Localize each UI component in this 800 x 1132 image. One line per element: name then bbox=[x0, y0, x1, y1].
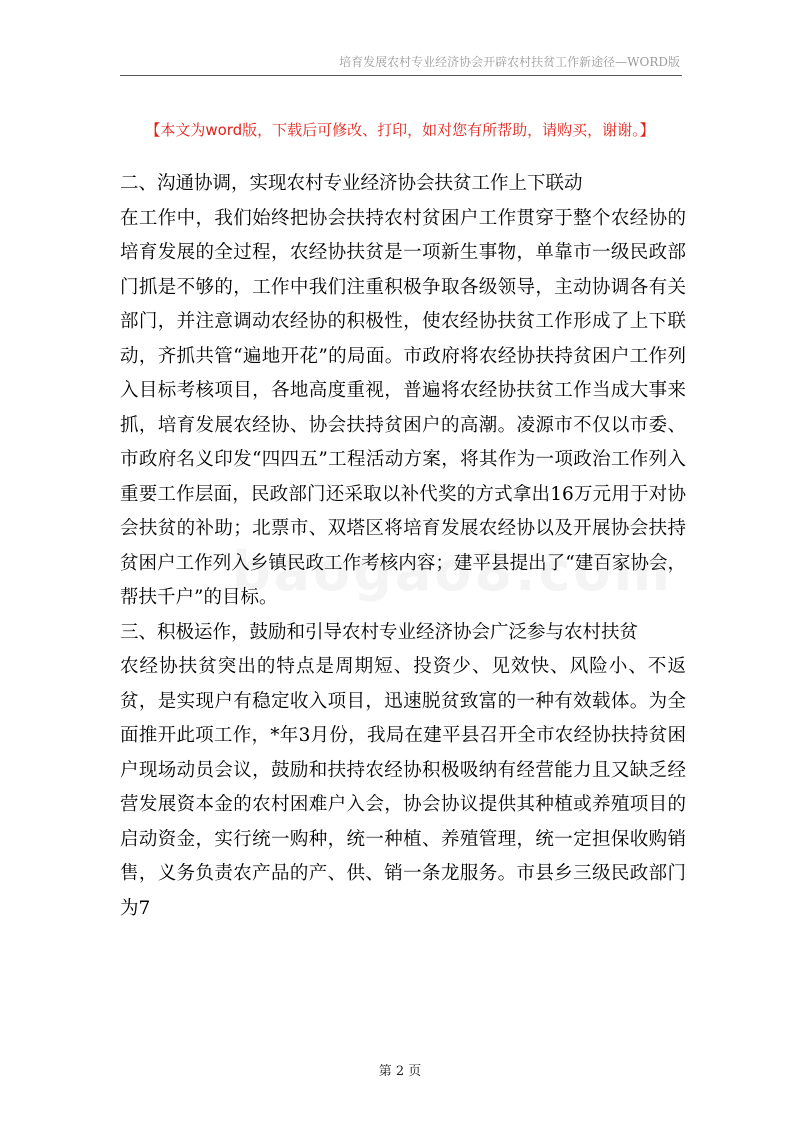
section-paragraph: 农经协扶贫突出的特点是周期短、投资少、见效快、风险小、不返贫，是实现户有稳定收入项目，迅速脱贫致富的一种有效载体。为全面推开此项工作，*年3月份，我局在建平县召开全市农经协扶持贫困户现场动员会议，鼓励和扶持农经协积极吸纳有经营能力且又缺乏经营发展资本金的农村困难户入会，协会协议提供其种植或养殖项目的启动资金，实行统一购种，统一种植、养殖管理，统一定担保收购销售，义务负责农产品的产、供、销一条龙服务。市县乡三级民政部门为7 bbox=[120, 656, 686, 919]
download-notice: 【本文为word版，下载后可修改、打印，如对您有所帮助，请购买，谢谢。】 bbox=[145, 121, 655, 139]
section-heading: 三、积极运作，鼓励和引导农村专业经济协会广泛参与农村扶贫 bbox=[120, 621, 639, 643]
document-body bbox=[120, 167, 686, 926]
section-heading: 二、沟通协调，实现农村专业经济协会扶贫工作上下联动 bbox=[120, 173, 583, 194]
page-number: 第 2 页 bbox=[378, 1064, 422, 1079]
section-paragraph: 在工作中，我们始终把协会扶持农村贫困户工作贯穿于整个农经协的培育发展的全过程，农经协扶贫是一项新生事物，单靠市一级民政部门抓是不够的，工作中我们注重积极争取各级领导，主动协调各有关部门，并注意调动农经协的积极性，使农经协扶贫工作形成了上下联动，齐抓共管“遍地开花”的局面。市政府将农经协扶持贫困户工作列入目标考核项目，各地高度重视，普遍将农经协扶贫工作当成大事来抓，培育发展农经协、协会扶持贫困户的高潮。凌源市不仅以市委、市政府名义印发“四四五”工程活动方案，将其作为一项政治工作列入重要工作层面，民政部门还采取以补代奖的方式拿出16万元用于对协会扶贫的补助；北票市、双塔区将培育发展农经协以及开展协会扶持贫困户工作列入乡镇民政工作考核内容；建平县提出了“建百家协会，帮扶千户”的目标。 bbox=[120, 207, 686, 608]
running-header: 培育发展农村专业经济协会开辟农村扶贫工作新途径—WORD版 bbox=[339, 55, 680, 69]
header-divider bbox=[120, 75, 682, 76]
